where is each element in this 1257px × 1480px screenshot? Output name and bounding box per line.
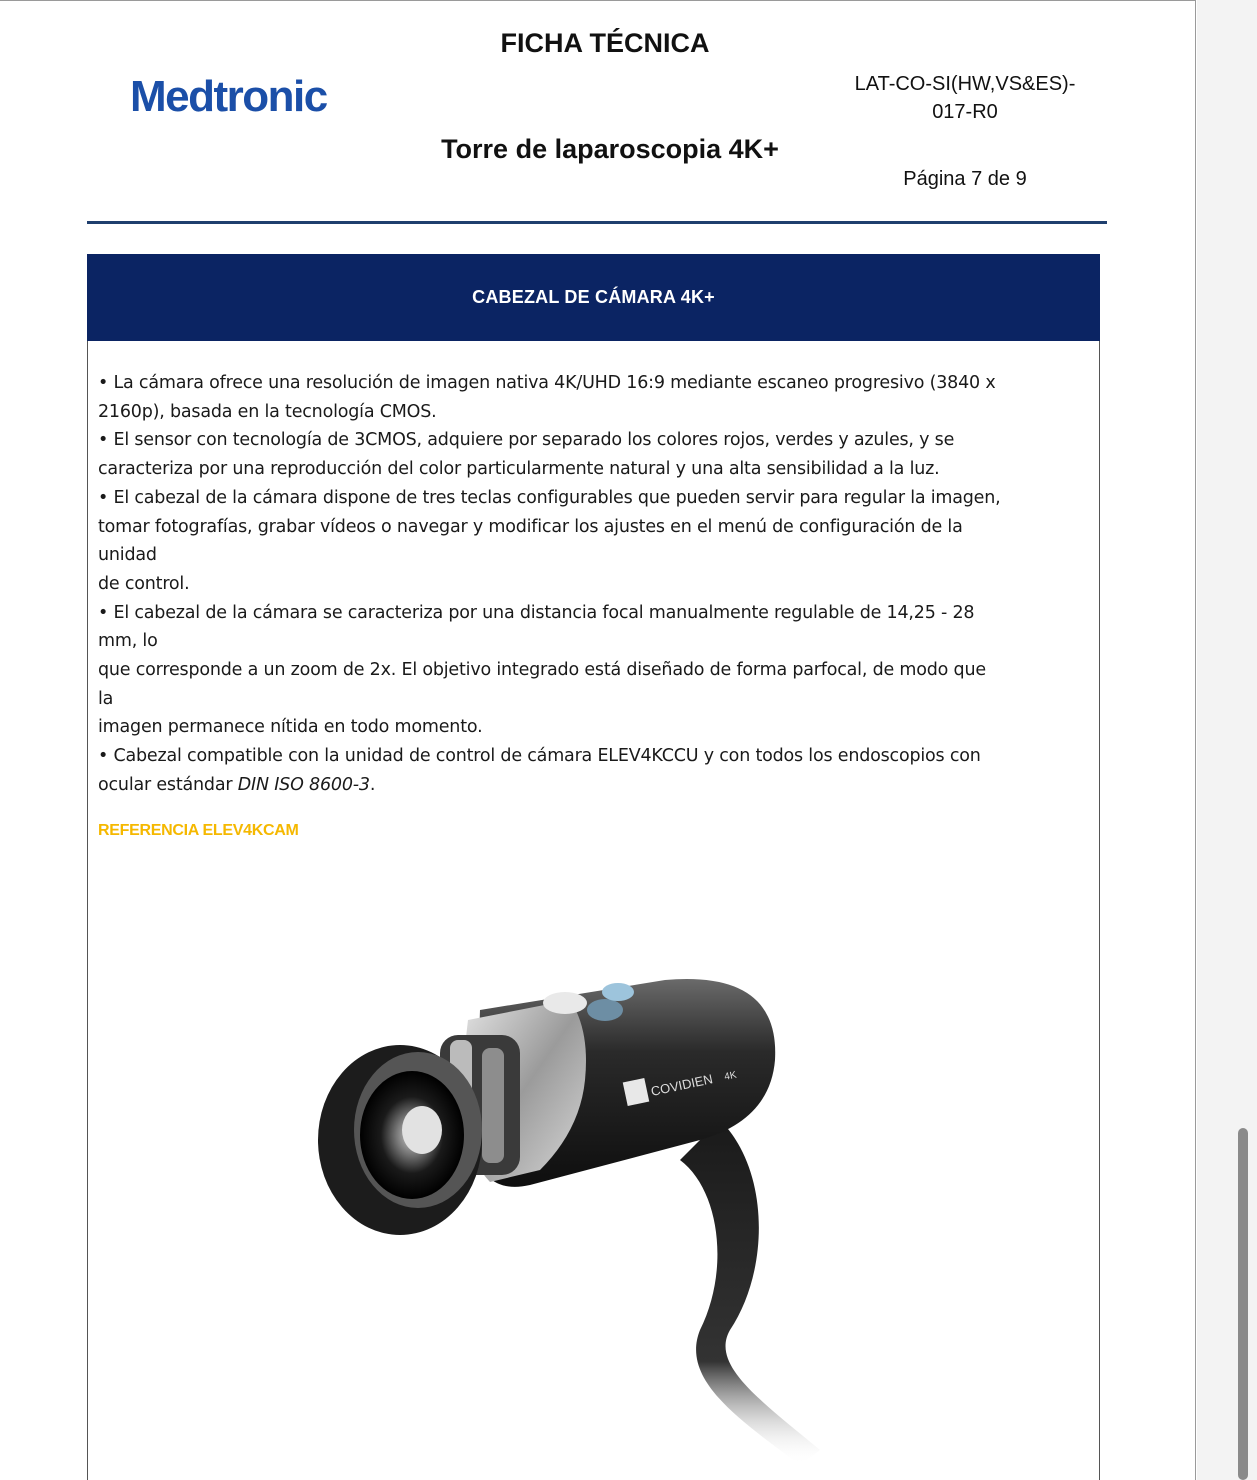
body-line: caracteriza por una reproducción del color particularmente natural y una alta sensibilidad a la luz. (98, 459, 940, 480)
camera-button-icon (602, 983, 634, 1001)
brand-label: COVIDIEN (649, 1071, 715, 1099)
body-line: tomar fotografías, grabar vídeos o navegar y modificar los ajustes en el menú de configuración de la (98, 516, 963, 537)
scrollbar-thumb[interactable] (1238, 1128, 1248, 1480)
model-label: 4K (723, 1069, 738, 1083)
body-text-prefix: ocular estándar (98, 774, 238, 795)
camera-head-image (300, 970, 830, 1470)
scrollbar-track[interactable] (1197, 0, 1257, 1480)
standard-name: DIN ISO 8600-3 (237, 774, 370, 795)
body-line: • Cabezal compatible con la unidad de control de cámara ELEV4KCCU y con todos los endoscopios con (98, 746, 981, 767)
header-divider (87, 221, 1107, 224)
body-line: unidad (98, 545, 157, 566)
body-line: • El cabezal de la cámara dispone de tres teclas configurables que pueden servir para regular la imagen, (98, 487, 1001, 508)
document-subtitle: Torre de laparoscopia 4K+ (441, 134, 779, 164)
product-reference: REFERENCIA ELEV4KCAM (98, 822, 299, 839)
camera-button-icon (587, 999, 623, 1021)
document-code-line2: 017-R0 (932, 101, 998, 123)
body-line: • El sensor con tecnología de 3CMOS, adquiere por separado los colores rojos, verdes y azules, y se (98, 430, 955, 451)
document-code-line1: LAT-CO-SI(HW,VS&ES)- (854, 73, 1076, 95)
body-line: • El cabezal de la cámara se caracteriza por una distancia focal manualmente regulable de 14,25 - 28 (98, 602, 975, 623)
page-number: Página 7 de 9 (903, 168, 1027, 190)
medtronic-logo: Medtronic (130, 72, 327, 121)
camera-cable (680, 1120, 820, 1465)
body-text-suffix: . (369, 774, 376, 795)
camera-button-icon (543, 992, 587, 1014)
document-title: FICHA TÉCNICA (500, 28, 710, 58)
body-line: la (98, 688, 114, 709)
body-line: • La cámara ofrece una resolución de imagen nativa 4K/UHD 16:9 mediante escaneo progresivo (3840 x (98, 373, 996, 393)
body-line: que corresponde a un zoom de 2x. El objetivo integrado está diseñado de forma parfocal, de modo que (98, 660, 986, 681)
body-line: de control. (98, 573, 190, 594)
document-code (820, 70, 1110, 126)
body-line: mm, lo (98, 631, 158, 652)
body-line: imagen permanece nítida en todo momento. (98, 717, 483, 738)
body-line: 2160p), basada en la tecnología CMOS. (98, 401, 437, 422)
section-body (98, 369, 1090, 800)
focus-gear (482, 1048, 504, 1163)
body-line-last (98, 771, 1090, 800)
lens-core (402, 1106, 442, 1154)
section-title: CABEZAL DE CÁMARA 4K+ (87, 254, 1100, 341)
